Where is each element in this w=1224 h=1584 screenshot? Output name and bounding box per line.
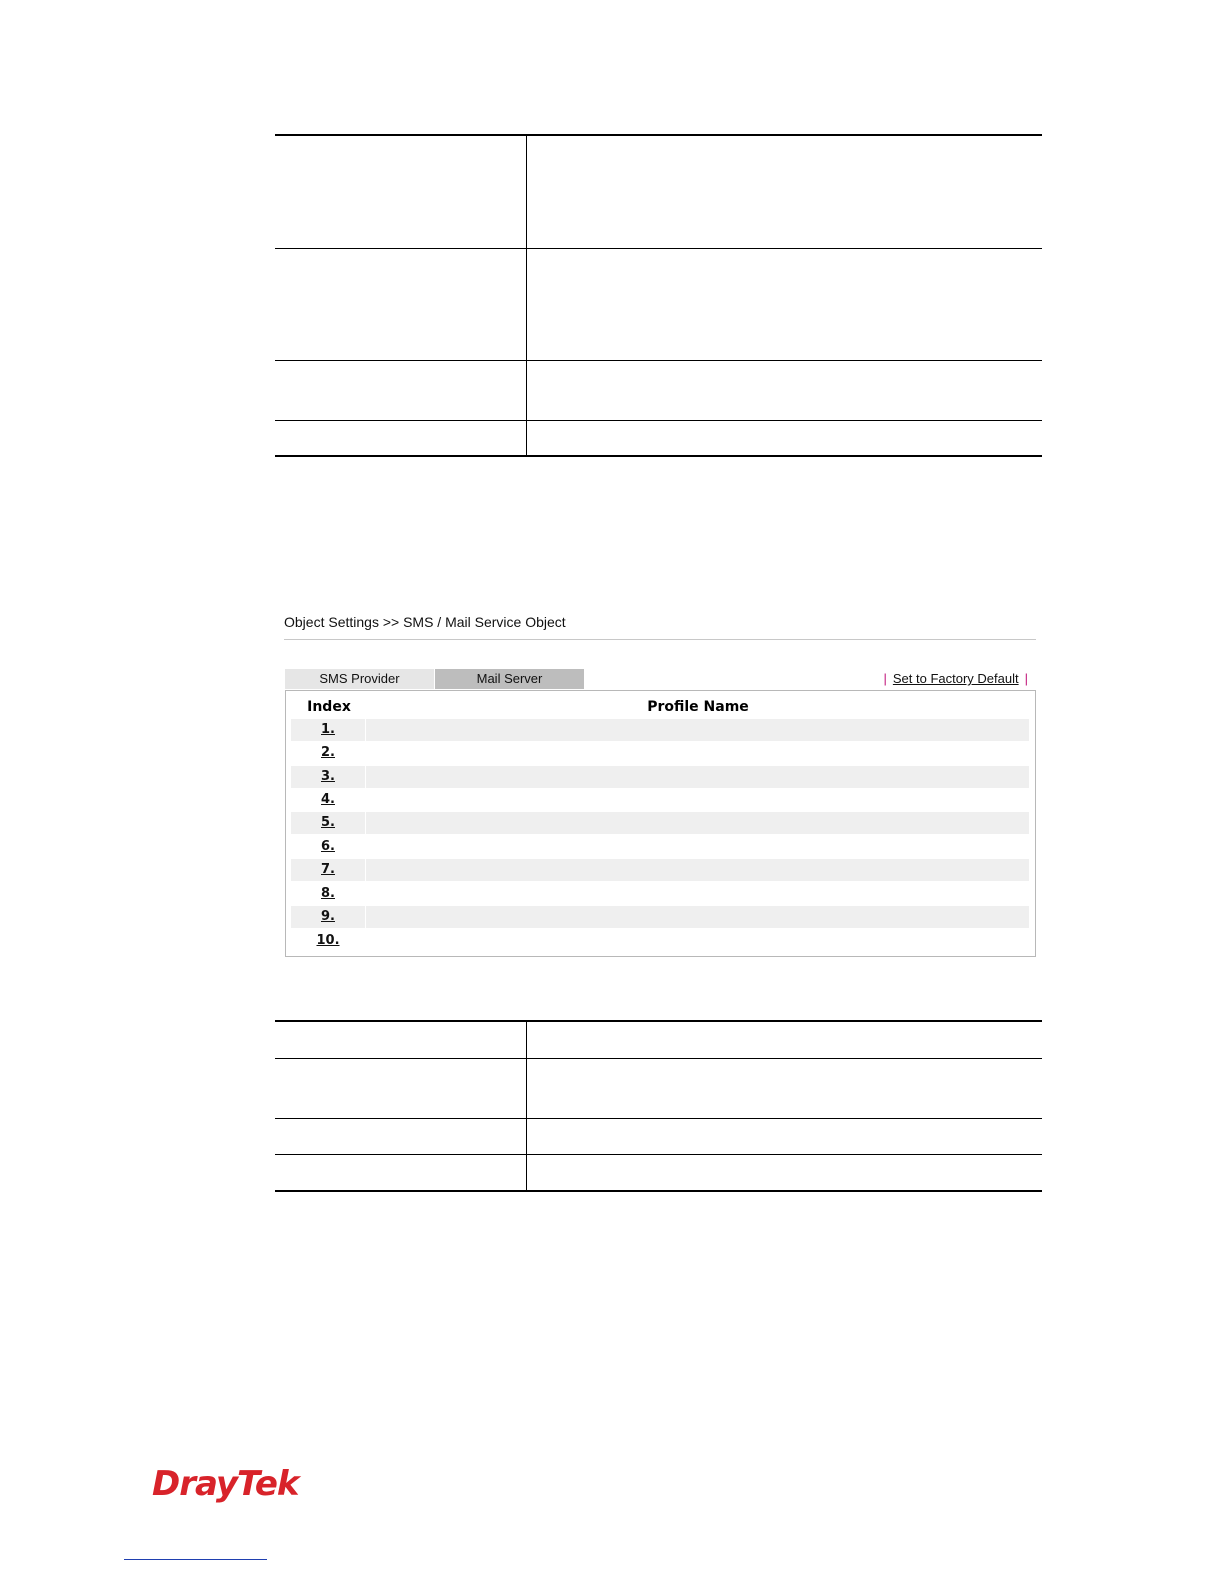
table-cell [275, 420, 527, 456]
table-row [275, 360, 1042, 420]
draytek-logo: DrayTek [152, 1464, 299, 1504]
profile-name-cell [367, 766, 1029, 788]
row-index-cell [291, 930, 366, 952]
profile-table [285, 690, 1036, 957]
profile-index-link[interactable]: 2. [321, 745, 335, 760]
profile-name-cell [367, 883, 1029, 905]
row-index-cell [291, 789, 366, 811]
row-index-cell [291, 906, 366, 928]
profile-name-cell [367, 859, 1029, 881]
profile-index-link[interactable]: 3. [321, 769, 335, 784]
table-row [291, 719, 1029, 741]
table-cell [275, 360, 527, 420]
table-row [275, 248, 1042, 360]
table-row [275, 1154, 1042, 1191]
tab-sms-provider[interactable]: SMS Provider [285, 669, 434, 689]
profile-name-cell [367, 742, 1029, 764]
table-row [291, 906, 1029, 928]
sms-mail-service-object-panel [284, 608, 1038, 960]
profile-index-link[interactable]: 7. [321, 862, 335, 877]
profile-name-cell [367, 812, 1029, 834]
table-row [275, 1021, 1042, 1058]
table-row [291, 859, 1029, 881]
separator: | [1024, 671, 1028, 686]
table-row [275, 1058, 1042, 1118]
tab-mail-server[interactable]: Mail Server [435, 669, 584, 689]
profile-index-link[interactable]: 4. [321, 792, 335, 807]
row-index-cell [291, 812, 366, 834]
table-row [291, 812, 1029, 834]
profile-index-link[interactable]: 8. [321, 886, 335, 901]
row-index-cell [291, 719, 366, 741]
separator: | [883, 671, 887, 686]
profile-index-link[interactable]: 10. [316, 933, 340, 948]
table-cell [527, 135, 1043, 248]
factory-default-area [877, 671, 1034, 686]
description-table-bottom [275, 1020, 1042, 1192]
profile-name-cell [367, 789, 1029, 811]
table-row [275, 135, 1042, 248]
row-index-cell [291, 836, 366, 858]
table-cell [275, 1118, 527, 1154]
row-index-cell [291, 859, 366, 881]
table-row [275, 1118, 1042, 1154]
set-to-factory-default-link[interactable]: Set to Factory Default [892, 671, 1019, 686]
row-index-cell [291, 766, 366, 788]
column-header-profile-name: Profile Name [647, 699, 749, 715]
table-cell [275, 1154, 527, 1191]
column-header-index: Index [307, 699, 351, 715]
row-index-cell [291, 883, 366, 905]
table-cell [275, 248, 527, 360]
profile-index-link[interactable]: 5. [321, 815, 335, 830]
profile-index-link[interactable]: 1. [321, 722, 335, 737]
profile-index-link[interactable]: 6. [321, 839, 335, 854]
table-cell [527, 360, 1043, 420]
table-cell [527, 1118, 1043, 1154]
table-row [291, 836, 1029, 858]
table-cell [275, 1058, 527, 1118]
table-cell [527, 420, 1043, 456]
footer-rule [124, 1559, 267, 1560]
profile-name-cell [367, 930, 1029, 952]
table-row [291, 742, 1029, 764]
table-row [291, 789, 1029, 811]
table-cell [527, 1058, 1043, 1118]
table-row [291, 883, 1029, 905]
table-cell [527, 1154, 1043, 1191]
table-cell [275, 1021, 527, 1058]
table-row [275, 420, 1042, 456]
divider [284, 639, 1036, 640]
table-cell [527, 1021, 1043, 1058]
table-cell [275, 135, 527, 248]
profile-name-cell [367, 836, 1029, 858]
breadcrumb: Object Settings >> SMS / Mail Service Object [284, 614, 566, 630]
table-header [291, 696, 1029, 720]
table-row [291, 930, 1029, 952]
profile-name-cell [367, 719, 1029, 741]
table-cell [527, 248, 1043, 360]
profile-name-cell [367, 906, 1029, 928]
table-row [291, 766, 1029, 788]
profile-index-link[interactable]: 9. [321, 909, 335, 924]
row-index-cell [291, 742, 366, 764]
description-table-top [275, 134, 1042, 457]
